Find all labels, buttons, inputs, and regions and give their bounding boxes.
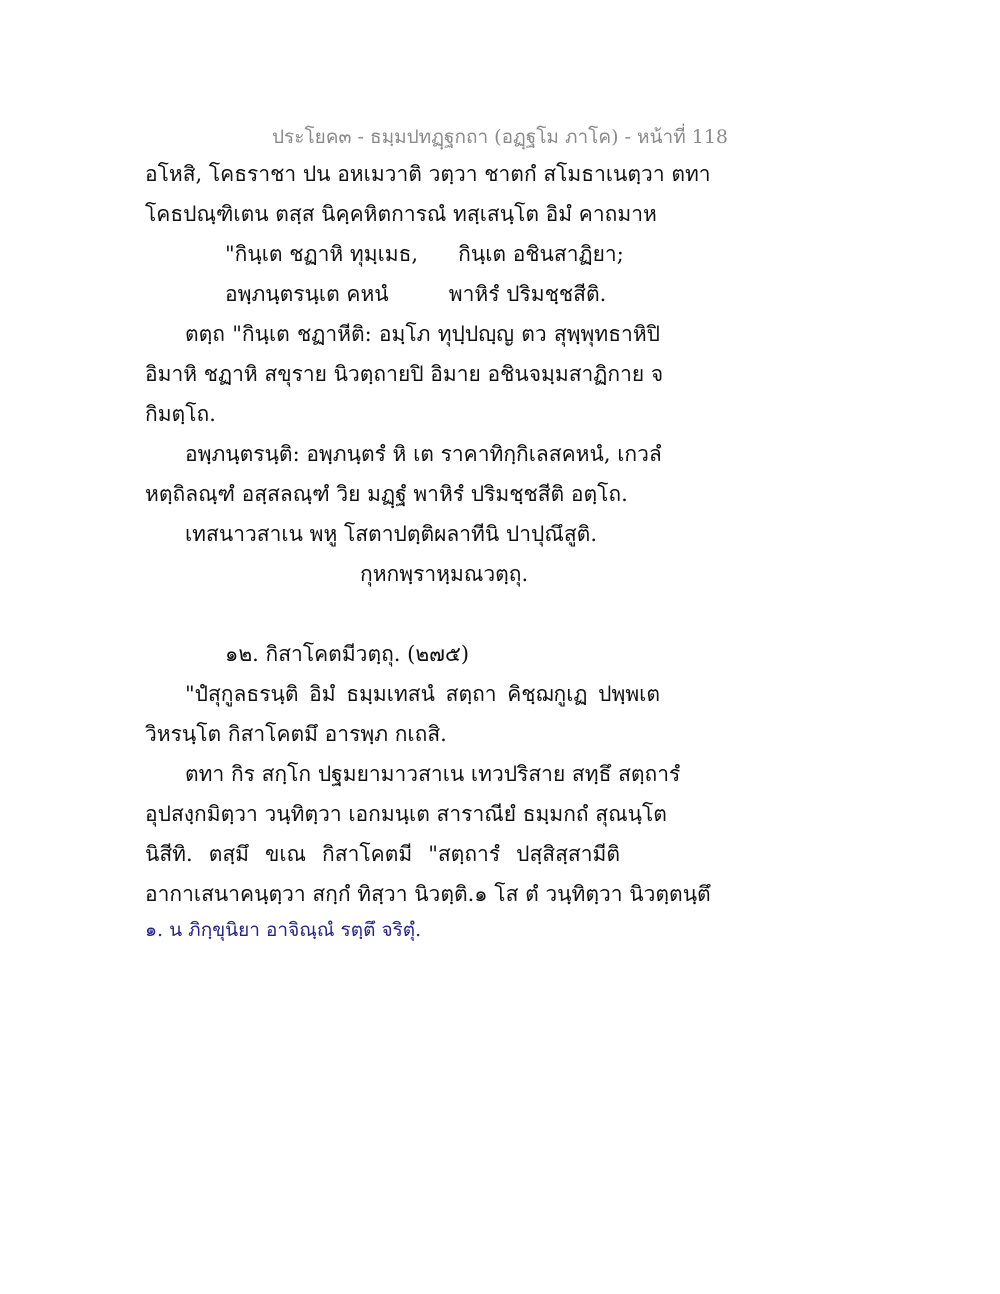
body-line: กิมตฺโถ. — [145, 402, 216, 426]
body-line: วิหรนฺโต กิสาโคตมึ อารพฺภ กเถสิ. — [145, 722, 447, 746]
body-line: นิสีทิ. ตสฺมึ ขเณ กิสาโคตมี "สตฺถารํ ปสฺสิสฺสามีติ — [145, 842, 620, 866]
footnote: ๑. น ภิกฺขุนิยา อาจิณฺณํ รตฺตึ จริตุํ. — [145, 919, 422, 941]
paragraph-first-line: ตทา กิร สกฺโก ปฐมยามาวสาเน เทวปริสาย สทฺธึ สตฺถารํ — [185, 762, 681, 786]
page-header: ประโยค๓ - ธมฺมปทฏฺฐกถา (อฏฺฐโม ภาโค) - หน้าที่ 118 — [271, 126, 729, 148]
verse-line: อพฺภนฺตรนฺเต คหนํ พาหิรํ ปริมชฺชสีติ. — [225, 282, 607, 306]
paragraph-first-line: "ปํสุกูลธรนฺติ อิมํ ธมฺมเทสนํ สตฺถา คิชฺฌกูเฏ ปพฺพเต — [185, 682, 660, 706]
body-line: อิมาหิ ชฏาหิ สขุราย นิวตฺถายปิ อิมาย อชินจมฺมสาฏิกาย จ — [145, 362, 664, 386]
body-line: อากาเสนาคนฺตฺวา สกฺกํ ทิสฺวา นิวตฺติ.๑ โส ตํ วนฺทิตฺวา นิวตฺตนฺตึ — [145, 882, 711, 906]
section-title: ๑๒. กิสาโคตมีวตฺถุ. (๒๗๕) — [225, 642, 470, 666]
story-end-title: กุหกพฺราหฺมณวตฺถุ. — [360, 562, 529, 586]
paragraph-first-line: เทสนาวสาเน พหู โสตาปตฺติผลาทีนิ ปาปุณึสูติ. — [185, 522, 597, 546]
paragraph-first-line: ตตฺถ "กินฺเต ชฏาหีติ: อมฺโภ ทุปฺปญฺญ ตว สุพฺพุทธาหิปิ — [185, 322, 660, 346]
body-line: โคธปณฺฑิเตน ตสฺส นิคฺคหิตการณํ ทสฺเสนฺโต อิมํ คาถมาห — [145, 202, 657, 226]
body-line: อุปสงฺกมิตฺวา วนฺทิตฺวา เอกมนฺเต สาราณียํ ธมฺมกถํ สุณนฺโต — [145, 802, 667, 826]
verse-line: "กินฺเต ชฏาหิ ทุมฺเมธ, กินฺเต อชินสาฏิยา; — [225, 242, 624, 266]
body-line: หตฺถิลณฺฑํ อสฺสลณฺฑํ วิย มฏฺฐํ พาหิรํ ปริมชฺชสีติ อตฺโถ. — [145, 482, 628, 506]
paragraph-first-line: อพฺภนฺตรนฺติ: อพฺภนฺตรํ หิ เต ราคาทิกฺกิเลสคหนํ, เกวลํ — [185, 442, 662, 466]
body-line: อโหสิ, โคธราชา ปน อหเมวาติ วตฺวา ชาตกํ สโมธาเนตฺวา ตทา — [145, 162, 711, 186]
